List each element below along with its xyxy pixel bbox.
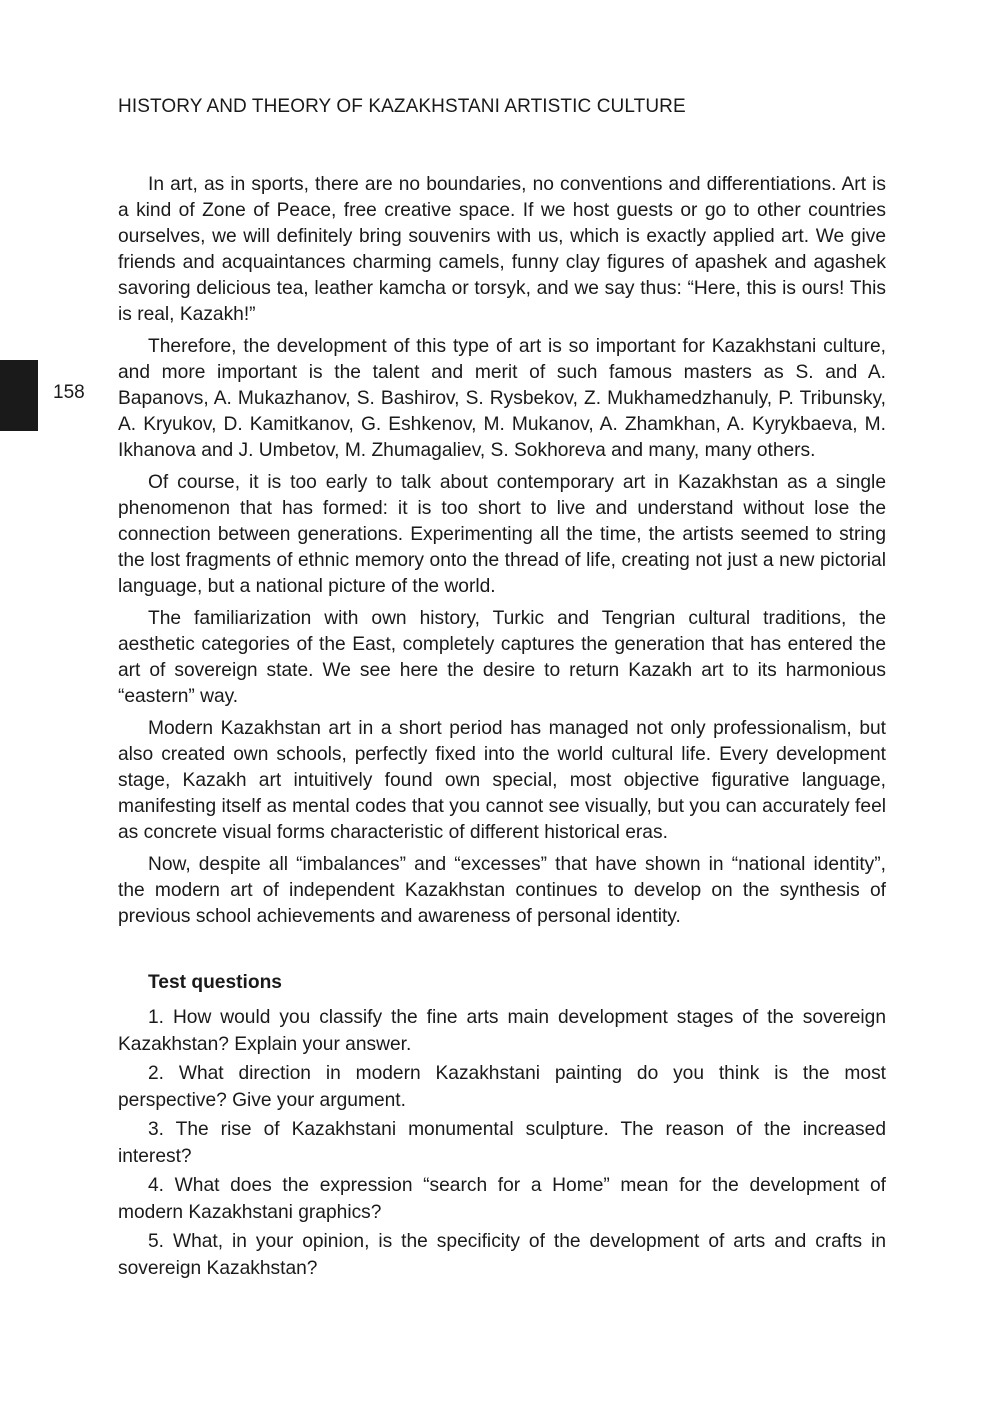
test-questions-list <box>118 1004 886 1282</box>
running-header: HISTORY AND THEORY OF KAZAKHSTANI ARTISTIC CULTURE <box>118 96 686 117</box>
paragraph: Modern Kazakhstan art in a short period has managed not only professionalism, but also created own schools, perfectly fixed into the world cultural life. Every development stage, Kazakh art intuitively found own special, most objective figurative language, manifesting itself as mental codes that you cannot see visually, but you can accurately feel as concrete visual forms characteristic of different historical eras. <box>118 718 886 843</box>
question-item: 2. What direction in modern Kazakhstani painting do you think is the most perspective? Give your argument. <box>118 1063 886 1111</box>
paragraph: Of course, it is too early to talk about contemporary art in Kazakhstan as a single phenomenon that has formed: it is too short to live and understand without lose the connection between generations. Experimenting all the time, the artists seemed to string the lost fragments of ethnic memory onto the thread of life, creating not just a new pictorial language, but a national picture of the world. <box>118 472 886 597</box>
question-item: 1. How would you classify the fine arts main development stages of the sovereign Kazakhstan? Explain your answer. <box>118 1007 886 1055</box>
chapter-thumb-tab <box>0 360 38 431</box>
paragraph: Now, despite all “imbalances” and “excesses” that have shown in “national identity”, the modern art of independent Kazakhstan continues to develop on the synthesis of previous school achievements and awareness of personal identity. <box>118 854 886 927</box>
page-number: 158 <box>53 382 85 403</box>
question-item: 3. The rise of Kazakhstani monumental sculpture. The reason of the increased interest? <box>118 1119 886 1167</box>
body-text <box>118 172 886 1284</box>
test-questions-heading: Test questions <box>148 972 282 993</box>
paragraph: The familiarization with own history, Turkic and Tengrian cultural traditions, the aesthetic categories of the East, completely captures the generation that has entered the art of sovereign state. We see here the desire to return Kazakh art to its harmonious “eastern” way. <box>118 608 886 707</box>
paragraph: In art, as in sports, there are no boundaries, no conventions and differentiations. Art is a kind of Zone of Peace, free creative space. If we host guests or go to other countries ourselves, we will definitely bring souvenirs with us, which is exactly applied art. We give friends and acquaintances charming camels, funny clay figures of apashek and agashek savoring delicious tea, leather kamcha or torsyk, and we say thus: “Here, this is ours! This is real, Kazakh!” <box>118 174 886 325</box>
paragraph: Therefore, the development of this type of art is so important for Kazakhstani culture, and more important is the talent and merit of such famous masters as S. and A. Bapanovs, A. Mukazhanov, S. Bashirov, S. Rysbekov, Z. Mukhamedzhanuly, P. Tribunsky, A. Kryukov, D. Kamitkanov, G. Eshkenov, M. Mukanov, A. Zhamkhan, A. Kyrykbaeva, M. Ikhanova and J. Umbetov, M. Zhumagaliev, S. Sokhoreva and many, many others. <box>118 336 886 461</box>
question-item: 5. What, in your opinion, is the specificity of the development of arts and crafts in sovereign Kazakhstan? <box>118 1231 886 1279</box>
question-item: 4. What does the expression “search for a Home” mean for the development of modern Kazakhstani graphics? <box>118 1175 886 1223</box>
